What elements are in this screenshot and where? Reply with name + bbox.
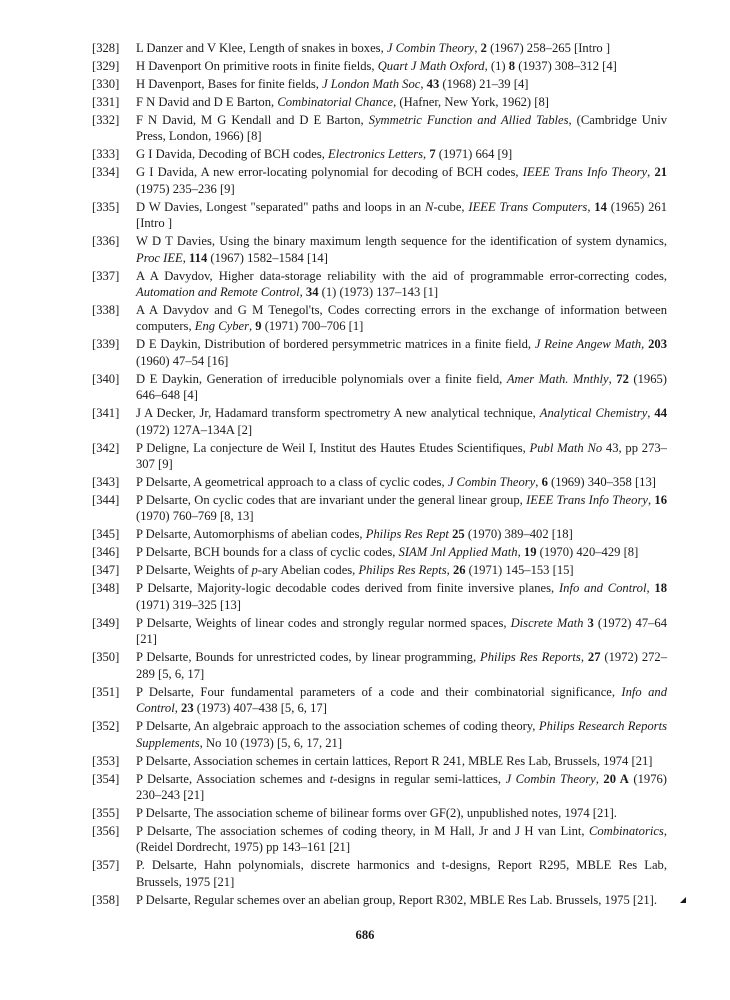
reference-entry: [92, 857, 667, 890]
reference-text-segment: D W Davies, Longest "separated" paths and loops in an: [136, 199, 426, 214]
publication-title: IEEE Trans Computers: [468, 199, 588, 214]
volume-number: 72: [616, 371, 629, 386]
volume-number: 25: [452, 527, 465, 542]
reference-text-segment: P Delsarte, Association schemes in certain lattices, Report R 241, MBLE Res Lab, Brussels, 1974 [21]: [136, 753, 653, 768]
reference-text: [136, 302, 667, 335]
publication-title: Philips Research Reports Supplements: [136, 719, 667, 750]
reference-text-segment: , (Reidel Dordrecht, 1975) pp 143–161 [21]: [136, 823, 667, 855]
publication-title: Philips Res Rept: [365, 527, 449, 542]
reference-text-segment: (1975) 235–236 [9]: [136, 181, 235, 196]
reference-text-segment: (1967) 1582–1584 [14]: [207, 250, 328, 265]
volume-number: 8: [508, 59, 516, 73]
volume-number: 19: [523, 545, 537, 560]
reference-text-segment: P Delsarte, A geometrical approach to a class of cyclic codes,: [136, 475, 448, 490]
reference-text-segment: (1971) 145–153 [15]: [465, 563, 574, 578]
reference-text-segment: H Davenport On primitive roots in finite fields,: [136, 59, 378, 73]
corner-mark: [680, 897, 686, 903]
reference-entry: [92, 580, 667, 613]
volume-number: 23: [181, 701, 194, 716]
reference-text-segment: ,: [641, 337, 649, 352]
reference-number: [334]: [92, 165, 120, 180]
reference-entry: [92, 562, 667, 578]
reference-text-segment: -cube,: [433, 199, 469, 214]
publication-title: Info and Control: [558, 581, 647, 596]
reference-text-segment: (1970) 760–769 [8, 13]: [136, 509, 254, 524]
publication-title: Publ Math: [529, 440, 584, 455]
reference-text: [136, 371, 667, 404]
reference-number: [338]: [92, 303, 120, 318]
reference-text: [136, 805, 667, 821]
reference-entry: [92, 405, 667, 438]
volume-number: 34: [305, 285, 319, 300]
volume-number: 3: [587, 615, 594, 630]
reference-text: [136, 718, 667, 751]
reference-text: [136, 562, 667, 578]
reference-text-segment: ,: [474, 41, 481, 55]
reference-text-segment: J A Decker, Jr, Hadamard transform spectrometry A new analytical technique,: [136, 406, 540, 421]
reference-entry: [92, 892, 667, 908]
reference-number: [330]: [92, 77, 120, 91]
publication-title: SIAM Jnl Applied Math: [398, 545, 518, 560]
reference-text: [136, 146, 667, 162]
reference-number: [331]: [92, 95, 120, 109]
reference-text-segment: ,: [647, 493, 655, 508]
reference-number: [336]: [92, 234, 120, 249]
reference-number: [349]: [92, 615, 120, 630]
reference-text-segment: P Delsarte, Bounds for unrestricted codes, by linear programming,: [136, 650, 481, 665]
reference-number: [341]: [92, 406, 120, 421]
reference-text-segment: (1971) 319–325 [13]: [136, 597, 241, 612]
reference-text-segment: (1976) 230–243 [21]: [136, 771, 667, 802]
publication-title: Symmetric Function and Allied Tables: [368, 113, 569, 127]
reference-text: [136, 753, 667, 769]
publication-title: Philips Res Repts: [358, 563, 447, 578]
reference-text-segment: ,: [299, 285, 306, 300]
reference-text-segment: P Delsarte, The association schemes of coding theory, in M Hall, Jr and J H van Lint,: [136, 823, 589, 838]
reference-text: [136, 112, 667, 145]
reference-text: [136, 58, 667, 74]
reference-text-segment: ,: [517, 545, 524, 560]
reference-text-segment: ,: [647, 406, 655, 421]
reference-entry: [92, 526, 667, 542]
reference-entry: [92, 544, 667, 560]
reference-entry: [92, 302, 667, 335]
reference-number: [332]: [92, 113, 120, 127]
reference-text: [136, 405, 667, 438]
reference-text: [136, 771, 667, 804]
volume-number: 203: [648, 337, 668, 352]
reference-text-segment: (1972) 47–64 [21]: [136, 615, 668, 647]
reference-text: [136, 684, 667, 717]
reference-text: [136, 440, 667, 473]
reference-entry: [92, 753, 667, 769]
reference-text-segment: ,: [580, 650, 588, 665]
publication-title: Quart J Math Oxford: [377, 59, 485, 73]
reference-entry: [92, 684, 667, 717]
publication-title: Combinatorial Chance: [277, 95, 394, 109]
publication-title: J Reine Angew Math: [534, 337, 642, 352]
reference-number: [333]: [92, 147, 120, 162]
reference-entry: [92, 199, 667, 232]
publication-title: Philips Res Reports: [480, 650, 581, 665]
reference-entry: [92, 58, 667, 74]
reference-entry: [92, 112, 667, 145]
reference-entry: [92, 94, 667, 110]
reference-text-segment: (1969) 340–358 [13]: [547, 475, 656, 490]
reference-entry: [92, 336, 667, 369]
reference-number: [354]: [92, 771, 120, 786]
reference-entry: [92, 40, 667, 56]
reference-text-segment: P Delsarte, On cyclic codes that are invariant under the general linear group,: [136, 493, 527, 508]
reference-text-segment: ,: [174, 701, 182, 716]
reference-text-segment: P Delsarte, BCH bounds for a class of cyclic codes,: [136, 545, 399, 560]
reference-number: [344]: [92, 493, 120, 508]
publication-title: IEEE Trans Info Theory: [522, 165, 648, 180]
reference-text-segment: P Deligne, La conjecture de Weil I, Institut des Hautes Etudes Scientifiques,: [136, 440, 530, 455]
reference-number: [343]: [92, 475, 120, 490]
reference-text-segment: ,: [587, 199, 595, 214]
reference-text: [136, 268, 667, 301]
reference-entry: [92, 371, 667, 404]
reference-text: [136, 892, 667, 908]
publication-title: J Combin Theory: [447, 475, 536, 490]
reference-number: [345]: [92, 527, 120, 542]
reference-text-segment: P Delsarte, Four fundamental parameters of a code and their combinatorial significance,: [136, 684, 622, 699]
publication-title: J London Math Soc: [322, 77, 421, 91]
publication-title: Info and Control: [136, 684, 667, 716]
reference-entry: [92, 823, 667, 856]
reference-text-segment: P Delsarte, Majority-logic decodable codes derived from finite inversive planes,: [136, 581, 559, 596]
reference-text: [136, 492, 667, 525]
reference-text: [136, 336, 667, 369]
reference-text: [136, 649, 667, 682]
reference-text: [136, 526, 667, 542]
volume-number: 7: [429, 147, 436, 162]
reference-text-segment: H Davenport, Bases for finite fields,: [136, 77, 323, 91]
reference-number: [328]: [92, 41, 120, 55]
reference-text-segment: (1972) 272–289 [5, 6, 17]: [136, 650, 668, 681]
publication-title: Proc IEE: [136, 250, 183, 265]
reference-text-segment: A A Davydov, Higher data-storage reliability with the aid of programmable error-correcting codes,: [136, 268, 667, 283]
reference-text-segment: (1971) 664 [9]: [435, 147, 513, 162]
reference-number: [353]: [92, 753, 120, 768]
reference-text-segment: F N David, M G Kendall and D E Barton,: [136, 113, 369, 127]
publication-title: p: [251, 563, 258, 578]
reference-text-segment: D E Daykin, Distribution of bordered persymmetric matrices in a finite field,: [136, 337, 535, 352]
reference-text: [136, 580, 667, 613]
reference-entry: [92, 233, 667, 266]
publication-title: IEEE Trans Info Theory: [526, 493, 648, 508]
reference-text-segment: (1960) 47–54 [16]: [136, 353, 229, 368]
reference-text-segment: G I Davida, A new error-locating polynomial for decoding of BCH codes,: [136, 165, 523, 180]
reference-text-segment: (1967) 258–265 [Intro ]: [486, 41, 611, 55]
reference-entry: [92, 146, 667, 162]
reference-entry: [92, 718, 667, 751]
reference-text: [136, 857, 667, 890]
reference-text-segment: (1965) 646–648 [4]: [136, 371, 667, 403]
volume-number: 43: [426, 77, 440, 91]
volume-number: 27: [587, 650, 601, 665]
reference-number: [351]: [92, 684, 120, 699]
reference-entry: [92, 440, 667, 473]
volume-number: 16: [654, 493, 667, 508]
reference-text-segment: (1972) 127A–134A [2]: [136, 422, 253, 437]
reference-number: [358]: [92, 892, 120, 907]
page-number: 686: [355, 928, 375, 942]
reference-text-segment: ,: [423, 147, 430, 162]
reference-text-segment: ,: [647, 165, 655, 180]
reference-number: [337]: [92, 268, 120, 283]
publication-title: Electronics Letters: [328, 147, 424, 162]
reference-text: [136, 474, 667, 490]
reference-text-segment: W D T Davies, Using the binary maximum length sequence for the identification of system dynamics,: [136, 234, 667, 249]
reference-text-segment: (1973) 407–438 [5, 6, 17]: [193, 701, 327, 716]
reference-number: [342]: [92, 440, 120, 455]
reference-text-segment: (1968) 21–39 [4]: [439, 77, 529, 91]
reference-entry: [92, 76, 667, 92]
reference-text-segment: F N David and D E Barton,: [136, 95, 278, 109]
reference-number: [348]: [92, 581, 120, 596]
reference-text-segment: (1971) 700–706 [1]: [261, 319, 364, 334]
reference-text-segment: P. Delsarte, Hahn polynomials, discrete harmonics and t-designs, Report R295, MBLE Res Lab, Brussels, 1975 [21]: [136, 858, 667, 889]
reference-text: [136, 76, 667, 92]
reference-text-segment: D E Daykin, Generation of irreducible polynomials over a finite field,: [136, 371, 507, 386]
reference-text-segment: P Delsarte, Weights of linear codes and strongly regular normed spaces,: [136, 615, 511, 630]
reference-text: [136, 199, 667, 232]
volume-number: 18: [654, 581, 667, 596]
publication-title: N: [425, 199, 434, 214]
reference-number: [350]: [92, 650, 120, 665]
reference-entry: [92, 268, 667, 301]
reference-text-segment: L Danzer and V Klee, Length of snakes in boxes,: [136, 41, 387, 55]
publication-title: Analytical Chemistry: [539, 406, 648, 421]
reference-entry: [92, 474, 667, 490]
reference-text: [136, 164, 667, 197]
reference-text-segment: P Delsarte, The association scheme of bilinear forms over GF(2), unpublished notes, 1974 [21].: [136, 805, 617, 820]
reference-number: [346]: [92, 545, 120, 560]
reference-text: [136, 40, 667, 56]
reference-text-segment: (1965) 261 [Intro ]: [136, 199, 668, 231]
reference-text-segment: -ary Abelian codes,: [257, 563, 359, 578]
publication-title: J Combin Theory: [505, 771, 596, 786]
publication-title: Eng Cyber: [194, 319, 249, 334]
reference-text-segment: 43, pp 273–307 [9]: [136, 440, 667, 472]
reference-text-segment: ,: [420, 77, 427, 91]
publication-title: Amer Math. Mnthly: [506, 371, 609, 386]
reference-entry: [92, 492, 667, 525]
reference-number: [335]: [92, 199, 120, 214]
reference-number: [352]: [92, 719, 120, 734]
reference-text-segment: P Delsarte, Regular schemes over an abelian group, Report R302, MBLE Res Lab. Brussels, 1975 [21].: [136, 892, 658, 907]
reference-text-segment: -designs in regular semi-lattices,: [333, 771, 506, 786]
reference-list: [92, 40, 667, 910]
reference-entry: [92, 805, 667, 821]
reference-text-segment: ,: [446, 563, 453, 578]
reference-entry: [92, 615, 667, 648]
volume-number: 26: [452, 563, 466, 578]
publication-title: J Combin Theory: [386, 41, 475, 55]
volume-number: 2: [480, 41, 487, 55]
reference-text-segment: G I Davida, Decoding of BCH codes,: [136, 147, 329, 162]
reference-text-segment: ,: [608, 371, 617, 386]
reference-text-segment: P Delsarte, Automorphisms of abelian codes,: [136, 527, 366, 542]
reference-text-segment: , (Hafner, New York, 1962) [8]: [393, 95, 549, 109]
reference-number: [357]: [92, 858, 120, 873]
volume-number: 20 A: [603, 771, 629, 786]
reference-text-segment: ,: [182, 250, 190, 265]
reference-number: [329]: [92, 59, 120, 73]
reference-text-segment: , No 10 (1973) [5, 6, 17, 21]: [199, 735, 343, 750]
reference-number: [356]: [92, 823, 120, 838]
publication-title: Discrete Math: [510, 615, 584, 630]
reference-number: [340]: [92, 371, 120, 386]
reference-text-segment: (1970) 420–429 [8]: [536, 545, 639, 560]
reference-number: [347]: [92, 563, 120, 578]
volume-number: 21: [654, 165, 668, 180]
reference-number: [339]: [92, 337, 120, 352]
volume-number: 14: [594, 199, 607, 214]
publication-title: t: [329, 771, 334, 786]
volume-number: 6: [541, 475, 548, 490]
reference-entry: [92, 771, 667, 804]
reference-text-segment: (1) (1973) 137–143 [1]: [318, 285, 439, 300]
publication-title: Automation and Remote Control: [136, 285, 300, 300]
volume-number: 114: [189, 250, 208, 265]
reference-number: [355]: [92, 805, 120, 820]
reference-text: [136, 823, 667, 856]
reference-text-segment: P Delsarte, An algebraic approach to the association schemes of coding theory,: [136, 719, 539, 734]
reference-text: [136, 94, 667, 110]
publication-title: No: [587, 440, 603, 455]
reference-text-segment: ,: [595, 771, 604, 786]
reference-text-segment: ,: [535, 475, 542, 490]
reference-entry: [92, 164, 667, 197]
reference-text-segment: (1937) 308–312 [4]: [515, 59, 617, 73]
reference-text: [136, 544, 667, 560]
reference-text: [136, 233, 667, 266]
publication-title: Combinatorics: [588, 823, 664, 838]
reference-entry: [92, 649, 667, 682]
reference-text-segment: P Delsarte, Association schemes and: [136, 771, 330, 786]
reference-text-segment: A A Davydov and G M Tenegol'ts, Codes correcting errors in the exchange of information between computers,: [136, 303, 667, 334]
reference-text: [136, 615, 667, 648]
reference-text-segment: (1970) 389–402 [18]: [464, 527, 573, 542]
reference-text-segment: ,: [646, 581, 655, 596]
volume-number: 9: [255, 319, 262, 334]
reference-text-segment: , (1): [484, 59, 509, 73]
reference-text-segment: ,: [248, 319, 256, 334]
volume-number: 44: [654, 406, 667, 421]
reference-text-segment: P Delsarte, Weights of: [136, 563, 252, 578]
reference-text-segment: , (Cambridge Univ Press, London, 1966) [8]: [136, 113, 667, 144]
